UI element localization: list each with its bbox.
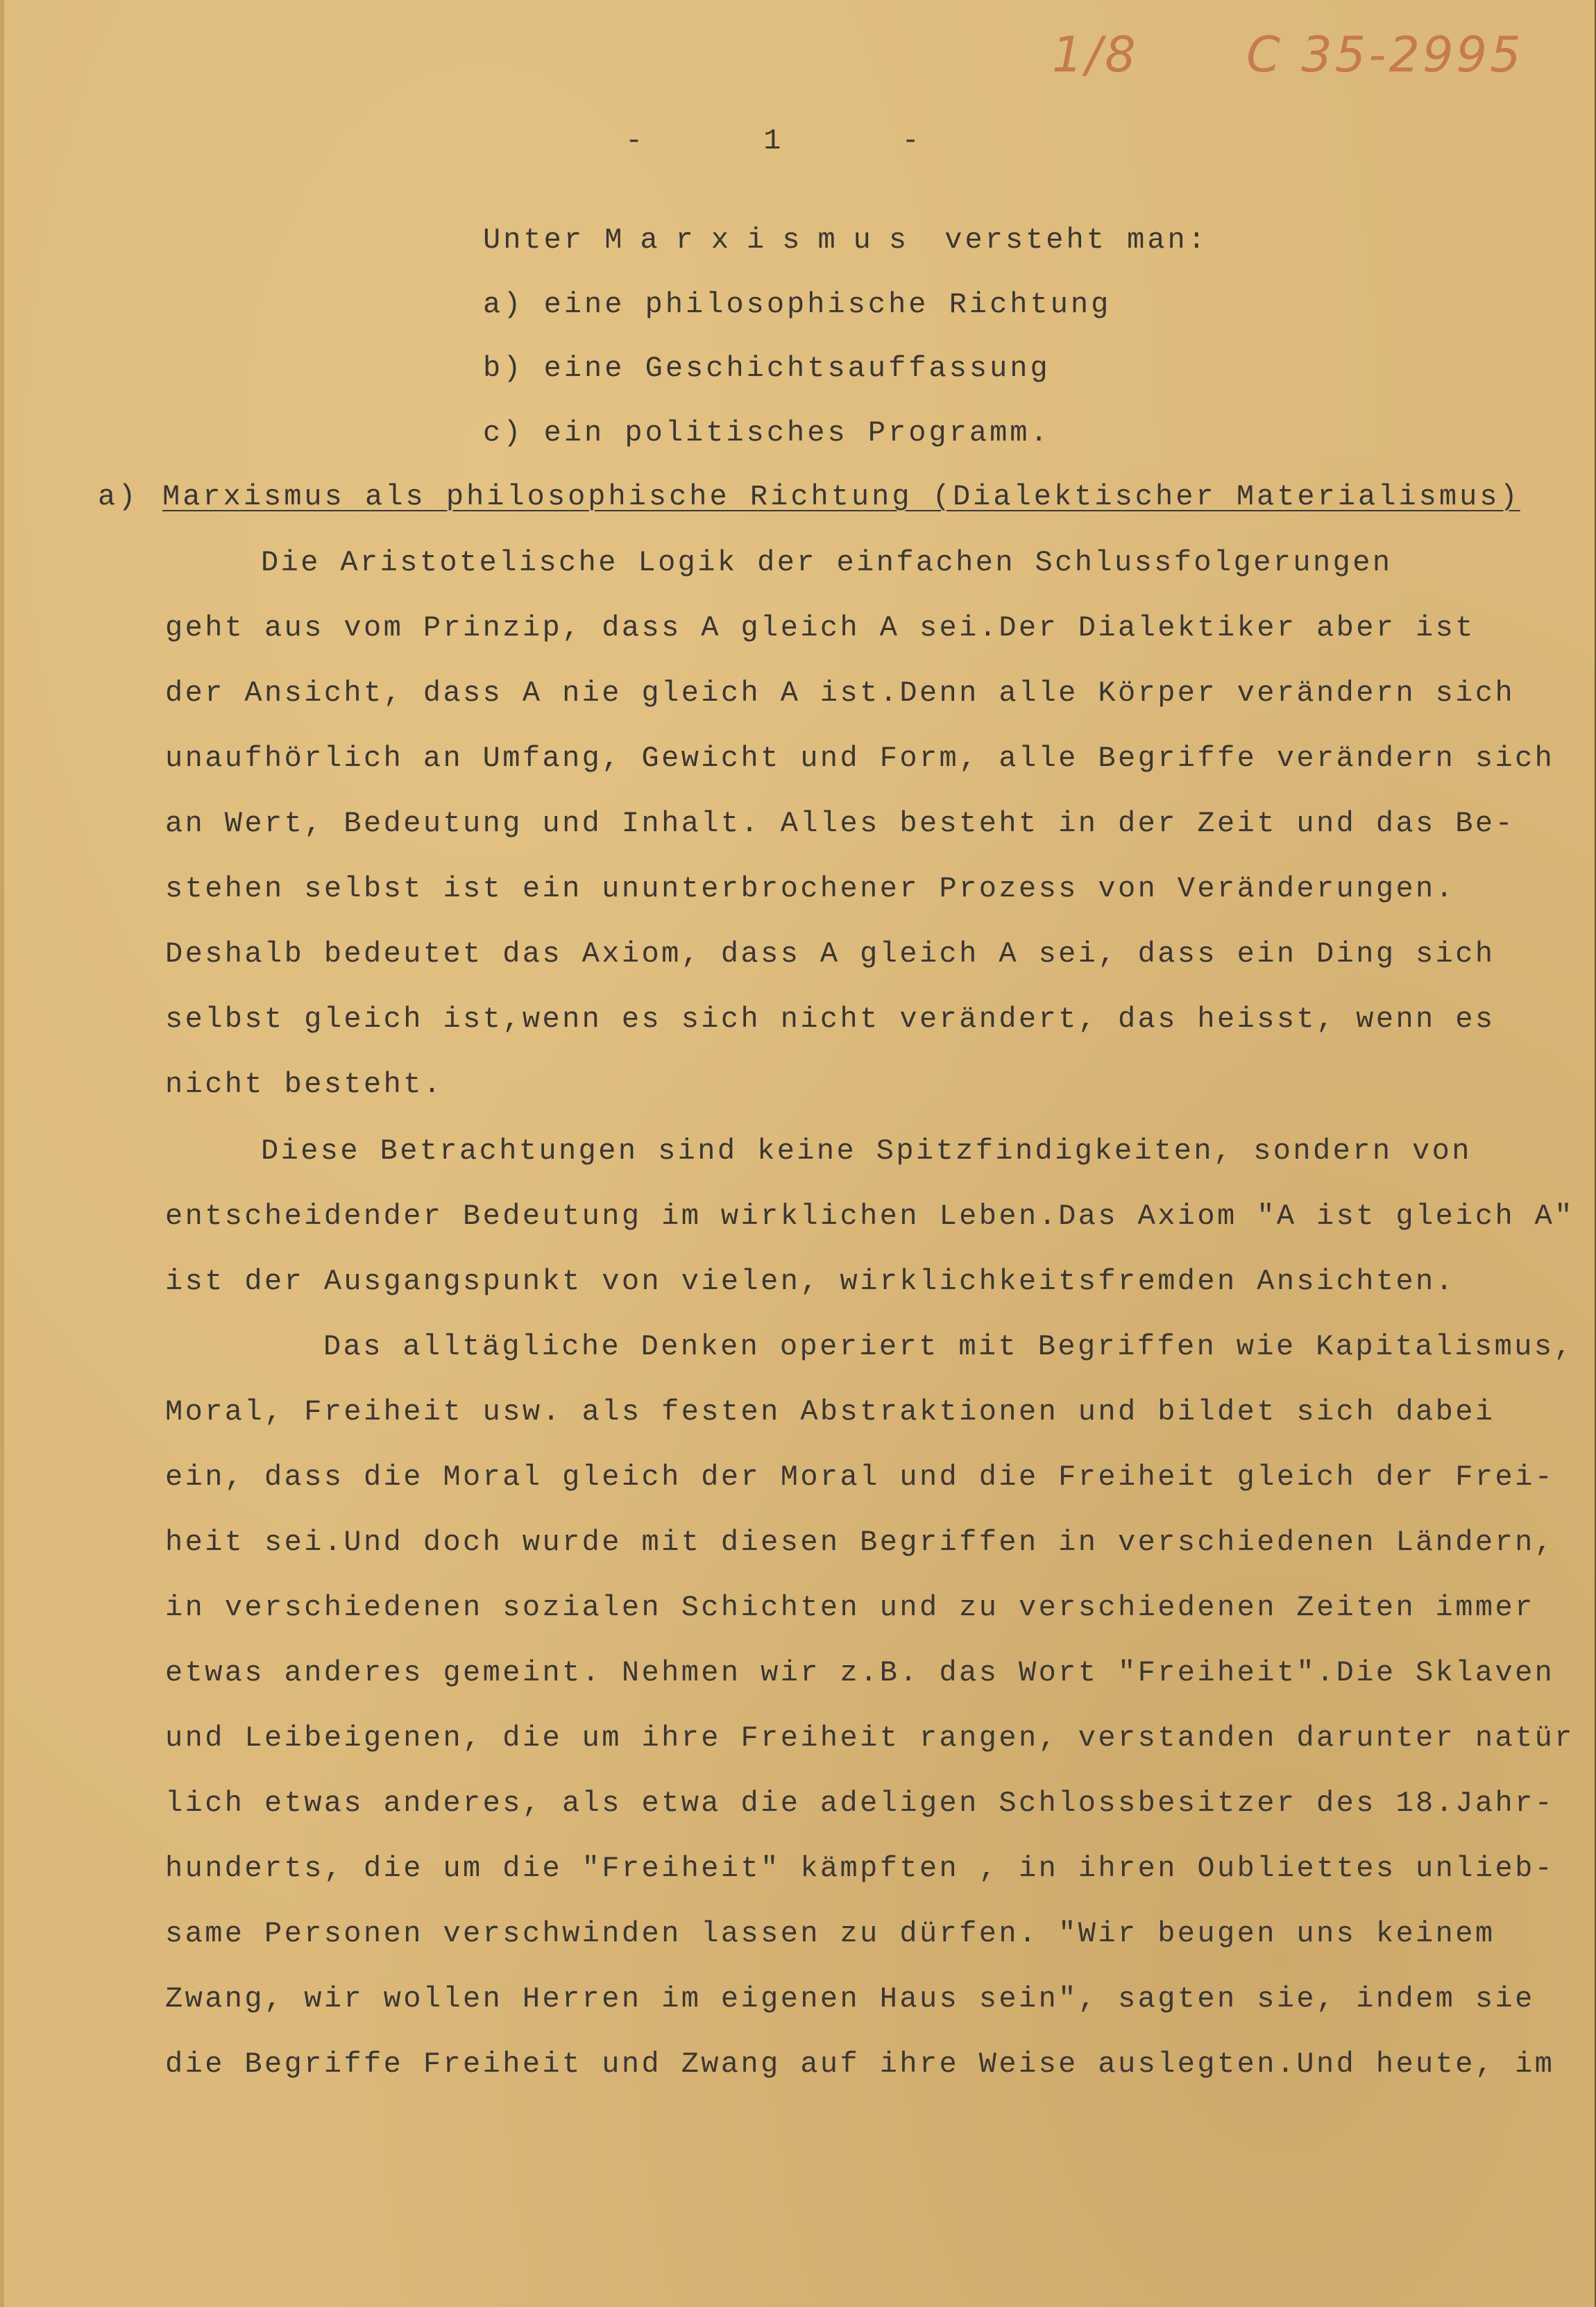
body-line: ist der Ausgangspunkt von vielen, wirklichkeitsfremden Ansichten. [165,1265,1456,1298]
body-line: Moral, Freiheit usw. als festen Abstraktionen und bildet sich dabei [165,1395,1495,1429]
intro-line [483,225,1208,255]
section-label: a) [98,480,139,513]
archive-folio-number: 1/8 [1052,26,1139,83]
body-line: ein, dass die Moral gleich der Moral und die Freiheit gleich der Frei- [165,1461,1555,1494]
body-line: Zwang, wir wollen Herren im eigenen Haus sein", sagten sie, indem sie [165,1982,1535,2016]
body-line: in verschiedenen sozialen Schichten und zu verschiedenen Zeiten immer [165,1591,1535,1624]
intro-suffix: versteht man: [924,223,1208,257]
archive-signature: C 35-2995 [1246,26,1524,83]
list-item-philosophy: a) eine philosophische Richtung [483,288,1112,321]
intro-keyword-marxismus: Marxismus [604,223,925,257]
body-line: der Ansicht, dass A nie gleich A ist.Denn alle Körper verändern sich [165,676,1516,710]
body-line: heit sei.Und doch wurde mit diesen Begriffen in verschiedenen Ländern, [165,1526,1555,1559]
body-line: und Leibeigenen, die um ihre Freiheit rangen, verstanden darunter natür [165,1721,1574,1755]
list-item-program: c) ein politisches Programm. [483,416,1051,450]
body-line: Das alltägliche Denken operiert mit Begriffen wie Kapitalismus, [323,1330,1574,1363]
intro-prefix: Unter [483,223,605,257]
body-line: Deshalb bedeutet das Axiom, dass A gleich A sei, dass ein Ding sich [165,937,1495,971]
section-heading: Marxismus als philosophische Richtung (Dialektischer Materialismus) [162,480,1520,513]
body-line: entscheidender Bedeutung im wirklichen Leben.Das Axiom "A ist gleich A" [165,1200,1574,1233]
body-line: nicht besteht. [165,1068,443,1101]
body-line: stehen selbst ist ein ununterbrochener Prozess von Veränderungen. [165,872,1456,905]
body-line: hunderts, die um die "Freiheit" kämpften , in ihren Oubliettes unlieb- [165,1852,1555,1885]
body-line: selbst gleich ist,wenn es sich nicht verändert, das heisst, wenn es [165,1003,1495,1036]
body-line: an Wert, Bedeutung und Inhalt. Alles besteht in der Zeit und das Be- [165,807,1516,840]
list-item-history: b) eine Geschichtsauffassung [483,352,1051,385]
body-line: same Personen verschwinden lassen zu dürfen. "Wir beugen uns keinem [165,1917,1495,1950]
body-line: geht aus vom Prinzip, dass A gleich A sei.Der Dialektiker aber ist [165,611,1475,645]
page-number: - 1 - [625,124,925,158]
body-line: etwas anderes gemeint. Nehmen wir z.B. das Wort "Freiheit".Die Sklaven [165,1656,1555,1689]
body-line: unaufhörlich an Umfang, Gewicht und Form, alle Begriffe verändern sich [165,742,1555,775]
body-line: Diese Betrachtungen sind keine Spitzfindigkeiten, sondern von [261,1134,1472,1168]
body-line: lich etwas anderes, als etwa die adeligen Schlossbesitzer des 18.Jahr- [165,1787,1555,1820]
body-line: Die Aristotelische Logik der einfachen Schlussfolgerungen [261,546,1393,579]
body-line: die Begriffe Freiheit und Zwang auf ihre Weise auslegten.Und heute, im [165,2048,1555,2081]
